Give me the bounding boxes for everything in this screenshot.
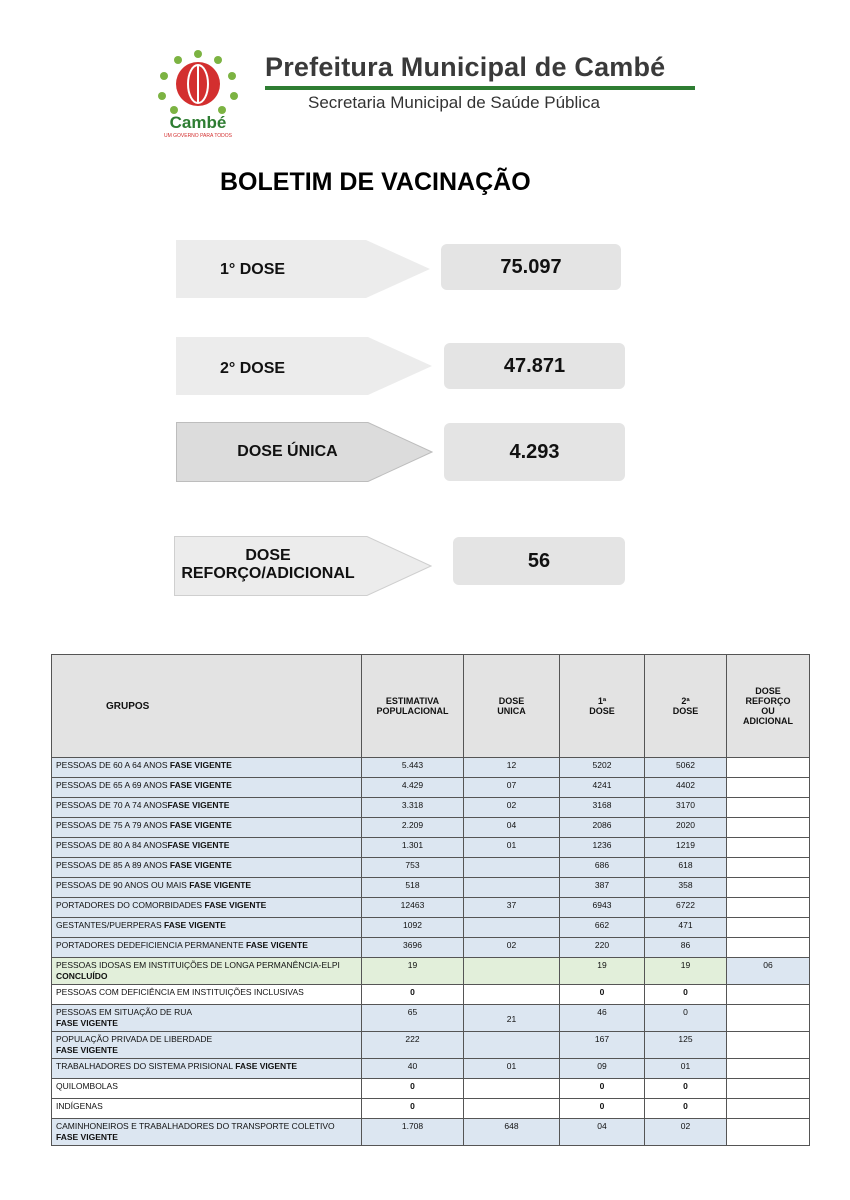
table-row <box>52 758 810 778</box>
first-dose-cell: 387 <box>560 878 645 898</box>
first-dose-cell: 0 <box>560 1079 645 1099</box>
first-dose-cell: 2086 <box>560 818 645 838</box>
group-cell: TRABALHADORES DO SISTEMA PRISIONAL FASE VIGENTE <box>52 1059 362 1079</box>
second-dose-cell: 358 <box>645 878 727 898</box>
second-dose-cell: 3170 <box>645 798 727 818</box>
estimate-cell: 1092 <box>362 918 464 938</box>
estimate-cell: 1.708 <box>362 1119 464 1146</box>
first-dose-cell: 19 <box>560 958 645 985</box>
group-cell: PESSOAS DE 80 A 84 ANOSFASE VIGENTE <box>52 838 362 858</box>
booster-dose-cell <box>727 1005 810 1032</box>
dose-label-1: 1° DOSE <box>219 261 286 278</box>
title-underline <box>265 86 695 90</box>
header-second-dose: 2ª DOSE <box>645 655 727 758</box>
dose-value-4: 56 <box>453 537 625 585</box>
group-cell: CAMINHONEIROS E TRABALHADORES DO TRANSPORTE COLETIVO FASE VIGENTE <box>52 1119 362 1146</box>
group-cell: PESSOAS DE 70 A 74 ANOSFASE VIGENTE <box>52 798 362 818</box>
first-dose-cell: 04 <box>560 1119 645 1146</box>
logo-slogan: UM GOVERNO PARA TODOS <box>163 133 233 139</box>
first-dose-cell: 1236 <box>560 838 645 858</box>
booster-dose-cell <box>727 1032 810 1059</box>
booster-dose-cell <box>727 878 810 898</box>
booster-dose-cell <box>727 778 810 798</box>
dose-label-4-line1: DOSE <box>245 547 291 564</box>
booster-dose-cell <box>727 918 810 938</box>
estimate-cell: 1.301 <box>362 838 464 858</box>
estimate-cell: 3.318 <box>362 798 464 818</box>
estimate-cell: 19 <box>362 958 464 985</box>
group-cell: PESSOAS COM DEFICIÊNCIA EM INSTITUIÇÕES INCLUSIVAS <box>52 985 362 1005</box>
first-dose-cell: 167 <box>560 1032 645 1059</box>
header-estimate: ESTIMATIVA POPULACIONAL <box>362 655 464 758</box>
estimate-cell: 0 <box>362 1079 464 1099</box>
table-row <box>52 898 810 918</box>
booster-dose-cell <box>727 985 810 1005</box>
vaccination-groups-table <box>51 654 810 1146</box>
single-dose-cell <box>464 858 560 878</box>
estimate-cell: 0 <box>362 985 464 1005</box>
second-dose-cell: 1219 <box>645 838 727 858</box>
single-dose-cell <box>464 878 560 898</box>
group-cell: PORTADORES DEDEFICIENCIA PERMANENTE FASE VIGENTE <box>52 938 362 958</box>
single-dose-cell: 02 <box>464 938 560 958</box>
group-cell: PESSOAS DE 65 A 69 ANOS FASE VIGENTE <box>52 778 362 798</box>
second-dose-cell: 6722 <box>645 898 727 918</box>
group-cell: POPULAÇÃO PRIVADA DE LIBERDADE FASE VIGENTE <box>52 1032 362 1059</box>
single-dose-cell: 21 <box>464 1005 560 1032</box>
first-dose-cell: 220 <box>560 938 645 958</box>
dose-value-1: 75.097 <box>441 244 621 290</box>
page-title: Prefeitura Municipal de Cambé <box>265 52 666 82</box>
single-dose-cell: 37 <box>464 898 560 918</box>
second-dose-cell: 471 <box>645 918 727 938</box>
single-dose-cell: 01 <box>464 1059 560 1079</box>
page-subtitle: Secretaria Municipal de Saúde Pública <box>308 93 601 112</box>
estimate-cell: 0 <box>362 1099 464 1119</box>
estimate-cell: 2.209 <box>362 818 464 838</box>
single-dose-cell <box>464 1032 560 1059</box>
first-dose-cell: 09 <box>560 1059 645 1079</box>
table-row <box>52 985 810 1005</box>
second-dose-cell: 02 <box>645 1119 727 1146</box>
table-row <box>52 878 810 898</box>
header-groups: GRUPOS <box>52 655 362 758</box>
first-dose-cell: 5202 <box>560 758 645 778</box>
booster-dose-cell <box>727 1079 810 1099</box>
second-dose-cell: 19 <box>645 958 727 985</box>
second-dose-cell: 4402 <box>645 778 727 798</box>
table-row <box>52 818 810 838</box>
booster-dose-cell <box>727 1119 810 1146</box>
header-single-dose: DOSE UNICA <box>464 655 560 758</box>
table-row <box>52 958 810 985</box>
table-row <box>52 1079 810 1099</box>
group-cell: GESTANTES/PUERPERAS FASE VIGENTE <box>52 918 362 938</box>
header-booster-dose: DOSE REFORÇO OU ADICIONAL <box>727 655 810 758</box>
estimate-cell: 518 <box>362 878 464 898</box>
estimate-cell: 40 <box>362 1059 464 1079</box>
single-dose-cell: 04 <box>464 818 560 838</box>
group-cell: PORTADORES DO COMORBIDADES FASE VIGENTE <box>52 898 362 918</box>
first-dose-cell: 0 <box>560 1099 645 1119</box>
first-dose-cell: 3168 <box>560 798 645 818</box>
second-dose-cell: 0 <box>645 1079 727 1099</box>
table-row <box>52 1059 810 1079</box>
booster-dose-cell <box>727 1059 810 1079</box>
single-dose-cell <box>464 1079 560 1099</box>
dose-label-2: 2° DOSE <box>219 360 286 377</box>
bulletin-title: BOLETIM DE VACINAÇÃO <box>220 168 531 196</box>
dose-label-3: DOSE ÚNICA <box>237 443 338 460</box>
estimate-cell: 753 <box>362 858 464 878</box>
booster-dose-cell <box>727 858 810 878</box>
first-dose-cell: 6943 <box>560 898 645 918</box>
table-row <box>52 778 810 798</box>
logo-wordmark: Cambé <box>169 113 227 132</box>
table-row <box>52 858 810 878</box>
first-dose-cell: 686 <box>560 858 645 878</box>
single-dose-cell: 648 <box>464 1119 560 1146</box>
second-dose-cell: 0 <box>645 1099 727 1119</box>
booster-dose-cell <box>727 758 810 778</box>
estimate-cell: 222 <box>362 1032 464 1059</box>
group-cell: QUILOMBOLAS <box>52 1079 362 1099</box>
estimate-cell: 5.443 <box>362 758 464 778</box>
group-cell: PESSOAS DE 60 A 64 ANOS FASE VIGENTE <box>52 758 362 778</box>
single-dose-cell: 02 <box>464 798 560 818</box>
single-dose-cell: 12 <box>464 758 560 778</box>
second-dose-cell: 2020 <box>645 818 727 838</box>
table-row <box>52 938 810 958</box>
single-dose-cell: 07 <box>464 778 560 798</box>
second-dose-cell: 01 <box>645 1059 727 1079</box>
single-dose-cell <box>464 918 560 938</box>
single-dose-cell <box>464 958 560 985</box>
booster-dose-cell <box>727 818 810 838</box>
first-dose-cell: 4241 <box>560 778 645 798</box>
booster-dose-cell <box>727 838 810 858</box>
table-row <box>52 1032 810 1059</box>
first-dose-cell: 662 <box>560 918 645 938</box>
dose-value-3: 4.293 <box>444 423 625 481</box>
second-dose-cell: 86 <box>645 938 727 958</box>
dose-label-4-line2: REFORÇO/ADICIONAL <box>181 565 355 582</box>
table-header-row <box>52 655 810 758</box>
estimate-cell: 3696 <box>362 938 464 958</box>
table-row <box>52 918 810 938</box>
booster-dose-cell <box>727 798 810 818</box>
group-cell: PESSOAS DE 75 A 79 ANOS FASE VIGENTE <box>52 818 362 838</box>
first-dose-cell: 46 <box>560 1005 645 1032</box>
group-cell: PESSOAS DE 85 A 89 ANOS FASE VIGENTE <box>52 858 362 878</box>
estimate-cell: 12463 <box>362 898 464 918</box>
second-dose-cell: 0 <box>645 1005 727 1032</box>
single-dose-cell: 01 <box>464 838 560 858</box>
estimate-cell: 65 <box>362 1005 464 1032</box>
booster-dose-cell <box>727 938 810 958</box>
first-dose-cell: 0 <box>560 985 645 1005</box>
single-dose-cell <box>464 1099 560 1119</box>
group-cell: INDÍGENAS <box>52 1099 362 1119</box>
table-row <box>52 798 810 818</box>
second-dose-cell: 618 <box>645 858 727 878</box>
booster-dose-cell <box>727 898 810 918</box>
table-row <box>52 1005 810 1032</box>
table-row <box>52 838 810 858</box>
single-dose-cell <box>464 985 560 1005</box>
booster-dose-cell <box>727 1099 810 1119</box>
estimate-cell: 4.429 <box>362 778 464 798</box>
group-cell: PESSOAS EM SITUAÇÃO DE RUA FASE VIGENTE <box>52 1005 362 1032</box>
table-row <box>52 1099 810 1119</box>
group-cell: PESSOAS IDOSAS EM INSTITUIÇÕES DE LONGA PERMANÊNCIA-ELPI CONCLUÍDO <box>52 958 362 985</box>
table-row <box>52 1119 810 1146</box>
second-dose-cell: 125 <box>645 1032 727 1059</box>
dose-value-2: 47.871 <box>444 343 625 389</box>
cambe-logo <box>152 48 244 140</box>
group-cell: PESSOAS DE 90 ANOS OU MAIS FASE VIGENTE <box>52 878 362 898</box>
header-first-dose: 1ª DOSE <box>560 655 645 758</box>
booster-dose-cell: 06 <box>727 958 810 985</box>
second-dose-cell: 0 <box>645 985 727 1005</box>
second-dose-cell: 5062 <box>645 758 727 778</box>
